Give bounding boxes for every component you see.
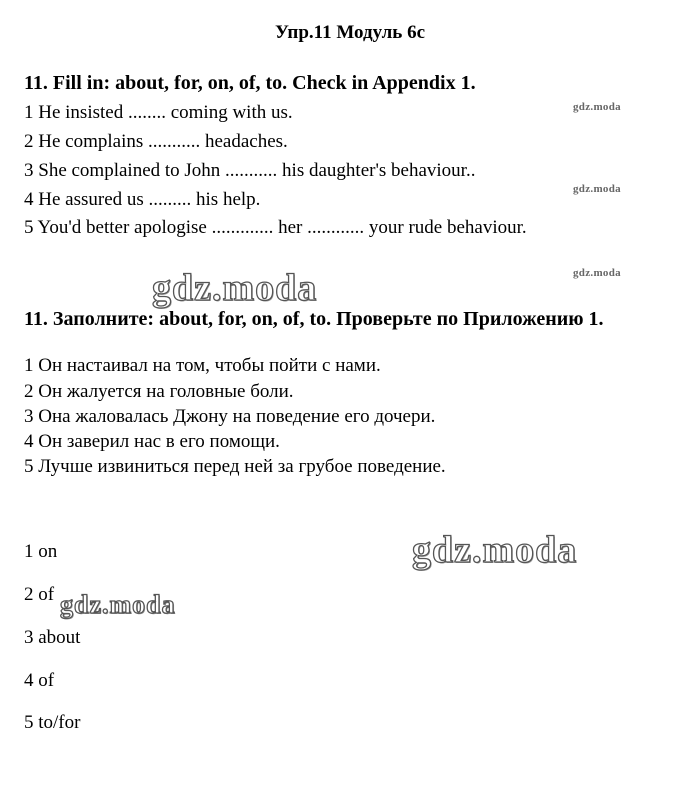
page-title: Упр.11 Модуль 6с <box>274 22 425 43</box>
watermark-small: gdz.moda <box>573 101 621 113</box>
answer-4: 4 of <box>24 670 55 691</box>
answer-5: 5 to/for <box>24 712 81 733</box>
exercise-line-4: 4 He assured us ......... his help. <box>24 189 261 210</box>
answer-3: 3 about <box>24 627 81 648</box>
translation-line-5: 5 Лучше извиниться перед ней за грубое поведение. <box>24 456 446 477</box>
exercise-line-5: 5 You'd better apologise ............. her ............ your rude behaviour. <box>24 217 527 238</box>
exercise-heading-english: 11. Fill in: about, for, on, of, to. Check in Appendix 1. <box>24 72 476 94</box>
exercise-line-3: 3 She complained to John ........... his daughter's behaviour.. <box>24 160 476 181</box>
watermark-small: gdz.moda <box>573 183 621 195</box>
watermark-medium: gdz.moda <box>60 590 176 619</box>
translation-line-1: 1 Он настаивал на том, чтобы пойти с нами. <box>24 355 381 376</box>
answer-2: 2 of <box>24 584 55 605</box>
translation-line-4: 4 Он заверил нас в его помощи. <box>24 431 280 452</box>
watermark-small: gdz.moda <box>573 267 621 279</box>
translation-line-3: 3 Она жаловалась Джону на поведение его дочери. <box>24 406 436 427</box>
watermark-large: gdz.moda <box>152 267 318 309</box>
watermark-large: gdz.moda <box>412 529 578 571</box>
translation-line-2: 2 Он жалуется на головные боли. <box>24 381 294 402</box>
exercise-heading-russian: 11. Заполните: about, for, on, of, to. Проверьте по Приложению 1. <box>24 308 604 330</box>
exercise-line-1: 1 He insisted ........ coming with us. <box>24 102 293 123</box>
exercise-line-2: 2 He complains ........... headaches. <box>24 131 288 152</box>
answer-1: 1 on <box>24 541 58 562</box>
